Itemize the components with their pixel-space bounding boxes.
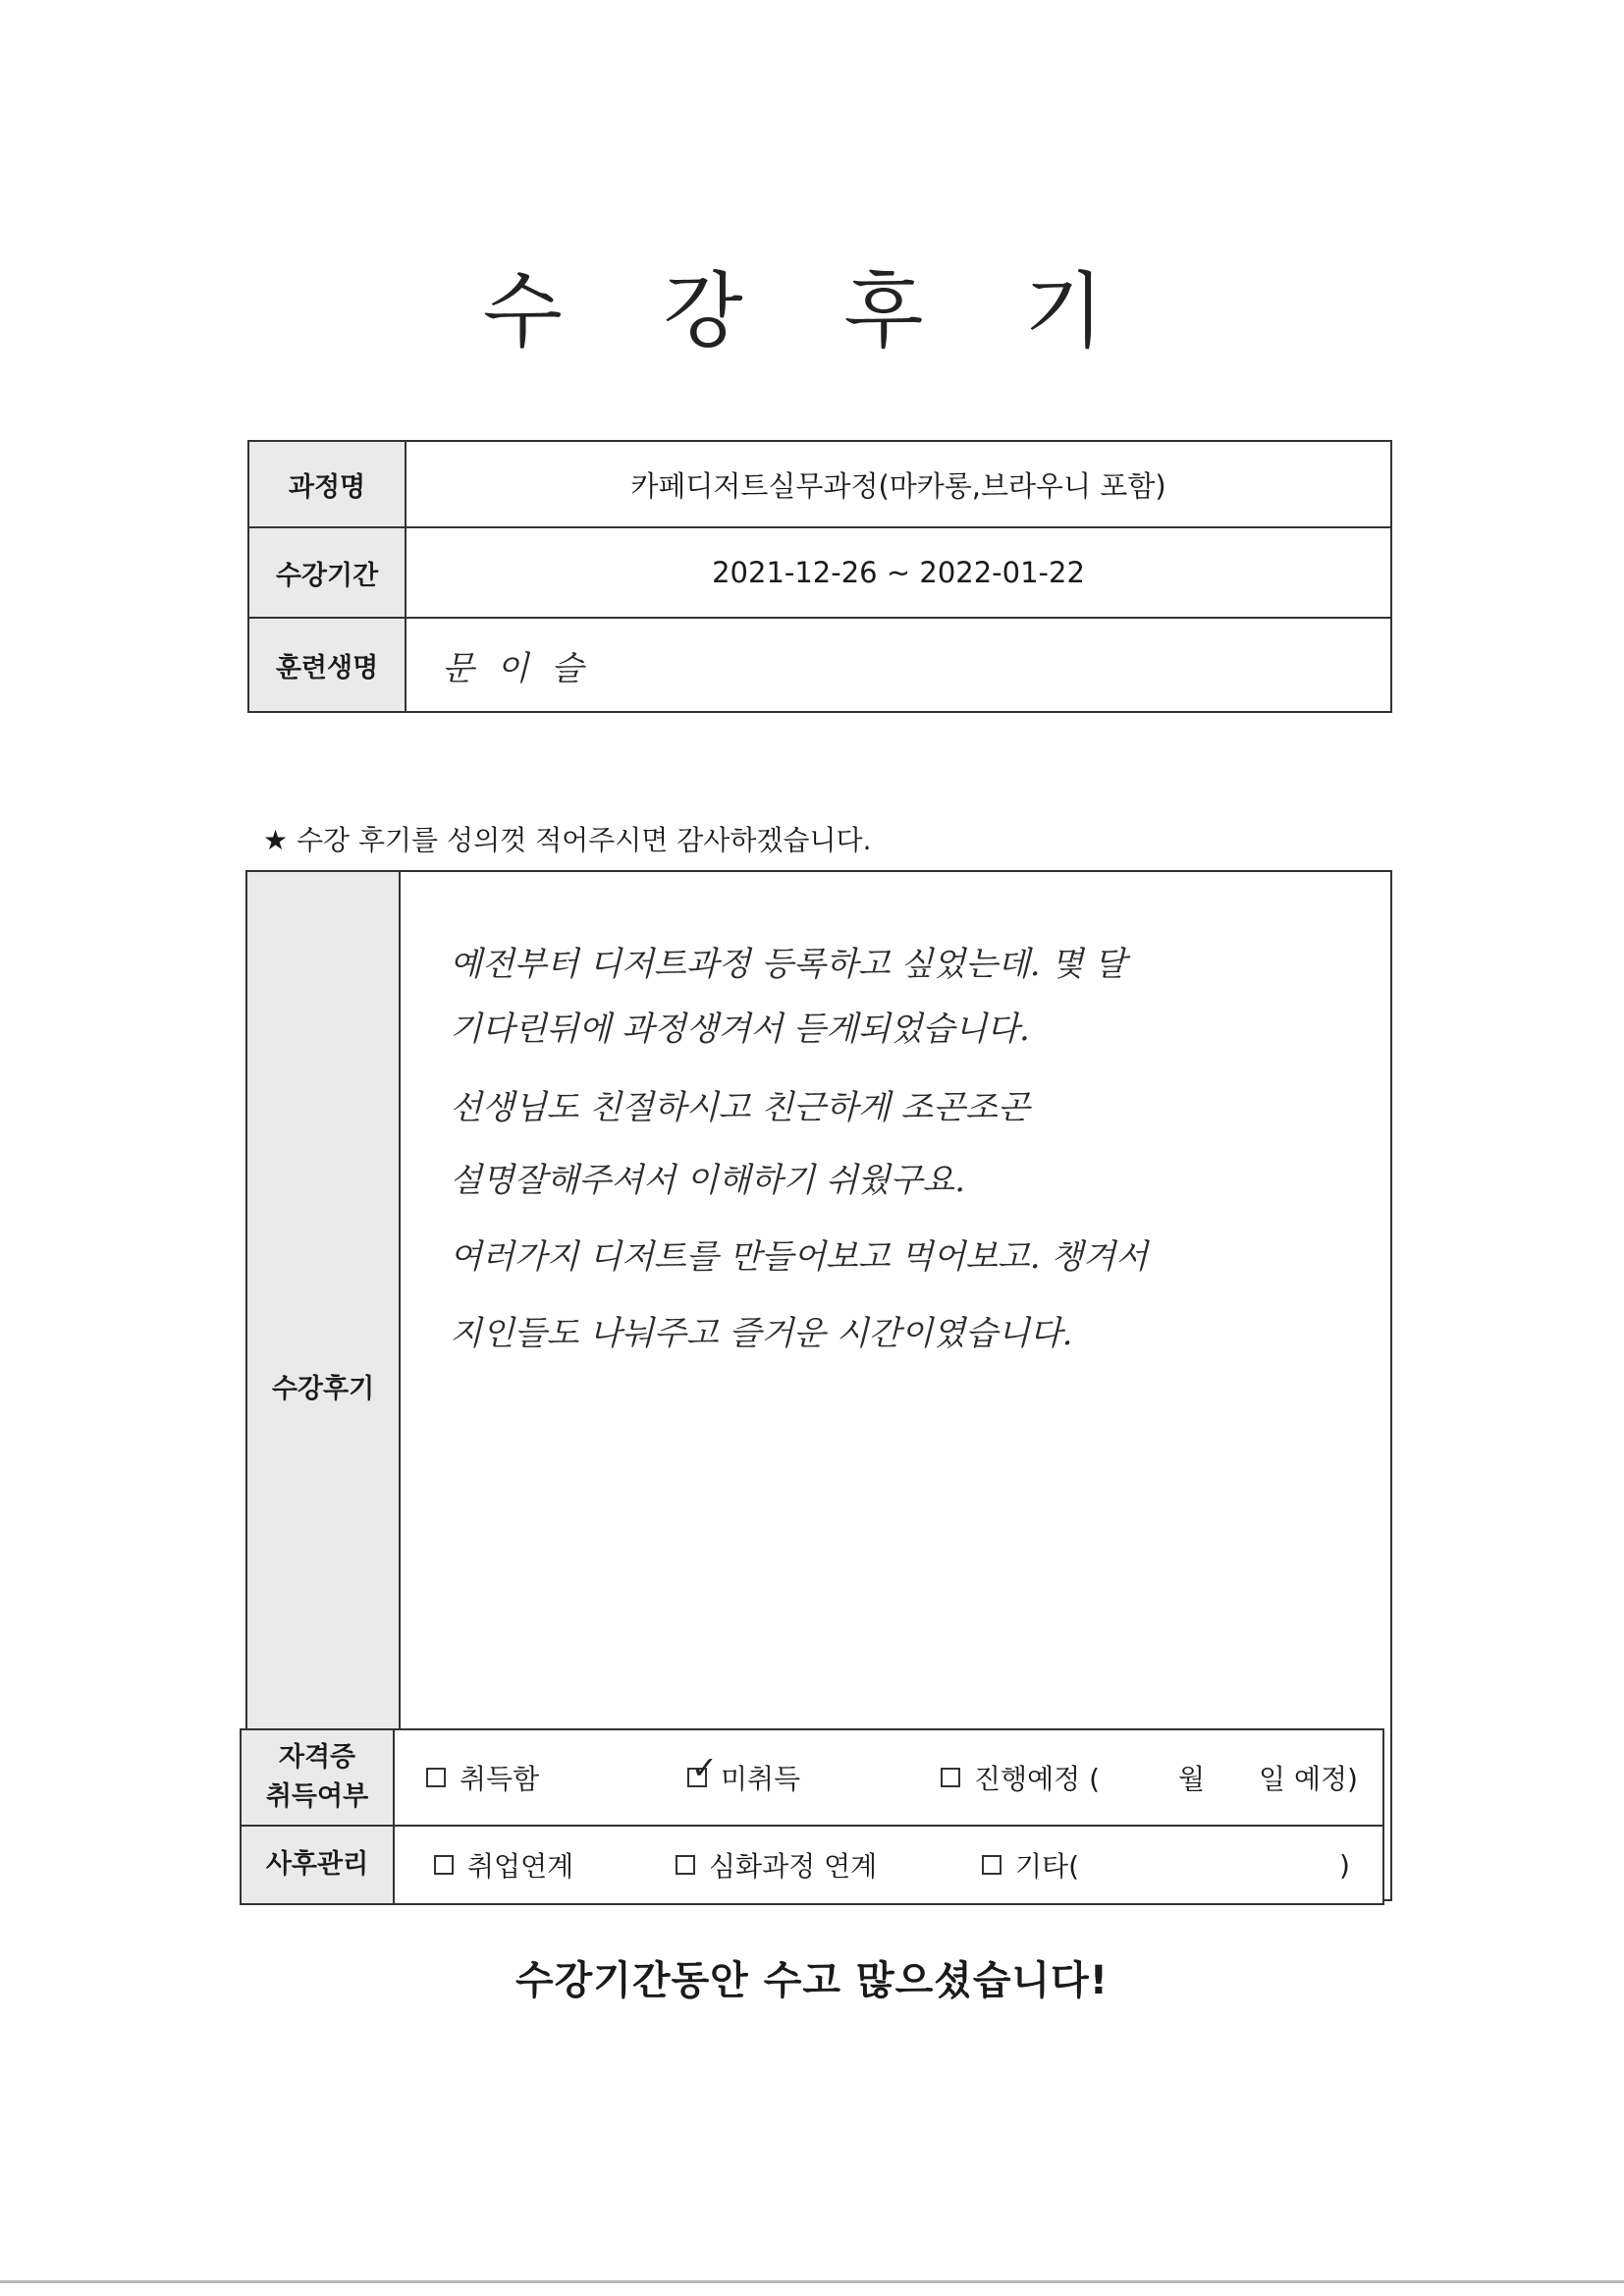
planned-day-label: 일 예정) [1259, 1763, 1358, 1795]
aftercare-advanced-option[interactable] [676, 1827, 877, 1903]
certificate-label-line1: 자격증 [278, 1742, 356, 1773]
aftercare-other-label: 기타( [1015, 1850, 1080, 1883]
certificate-label-line2: 취득여부 [265, 1781, 369, 1812]
aftercare-other-option[interactable] [982, 1827, 1079, 1903]
planned-month-label: 월 [1178, 1763, 1206, 1795]
aftercare-label: 사후관리 [242, 1827, 395, 1903]
review-line: 예전부터 디저트과정 등록하고 싶었는데. 몇 달 [450, 945, 1126, 984]
review-line: 선생님도 친절하시고 친근하게 조곤조곤 [450, 1088, 1030, 1127]
aftercare-row [242, 1827, 1382, 1903]
checkbox-advanced[interactable] [676, 1855, 695, 1875]
certificate-not-obtained-option[interactable] [687, 1730, 800, 1825]
review-line: 지인들도 나눠주고 즐거운 시간이였습니다. [450, 1314, 1073, 1353]
aftercare-employment-label: 취업연계 [467, 1850, 574, 1883]
checkbox-employment[interactable] [434, 1855, 454, 1875]
certificate-obtained-label: 취득함 [460, 1763, 540, 1795]
aftercare-employment-option[interactable] [434, 1827, 573, 1903]
scan-edge-divider [0, 2280, 1624, 2283]
status-table [240, 1728, 1384, 1905]
document-title: 수 강 후 기 [482, 263, 1142, 359]
certificate-planned-label: 진행예정 ( [974, 1763, 1101, 1795]
checkbox-not-obtained[interactable] [687, 1749, 718, 1787]
course-label: 과정명 [249, 442, 406, 526]
checkbox-other[interactable] [982, 1855, 1001, 1875]
certificate-not-obtained-label: 미취득 [721, 1763, 801, 1795]
certificate-row [242, 1730, 1382, 1827]
course-info-table [247, 440, 1392, 713]
check-mark-icon: ✓ [691, 1749, 718, 1786]
aftercare-advanced-label: 심화과정 연계 [709, 1850, 878, 1883]
trainee-row [249, 619, 1390, 711]
review-line: 설명잘해주셔서 이해하기 쉬웠구요. [450, 1161, 966, 1200]
certificate-planned-option[interactable] [941, 1730, 1100, 1825]
course-row [249, 442, 1390, 528]
review-line: 기다린뒤에 과정생겨서 듣게되었습니다. [450, 1010, 1030, 1049]
checkbox-planned[interactable] [941, 1768, 960, 1787]
certificate-obtained-option[interactable] [426, 1730, 539, 1825]
period-row [249, 528, 1390, 619]
review-label: 수강후기 [247, 872, 401, 1899]
checkbox-obtained[interactable] [426, 1768, 446, 1787]
course-value: 카페디저트실무과정(마카롱,브라우니 포함) [630, 468, 1166, 503]
review-line: 여러가지 디저트를 만들어보고 먹어보고. 챙겨서 [450, 1237, 1148, 1277]
review-instruction: ★ 수강 후기를 성의껏 적어주시면 감사하겠습니다. [263, 824, 872, 856]
period-value: 2021-12-26 ~ 2022-01-22 [712, 556, 1085, 589]
closing-message: 수강기간동안 수고 많으셨습니다! [514, 1958, 1110, 2003]
trainee-name: 문 이 슬 [442, 648, 590, 688]
trainee-label: 훈련생명 [249, 619, 406, 711]
aftercare-other-close: ) [1339, 1848, 1350, 1882]
certificate-label [242, 1730, 395, 1825]
period-label: 수강기간 [249, 528, 406, 617]
